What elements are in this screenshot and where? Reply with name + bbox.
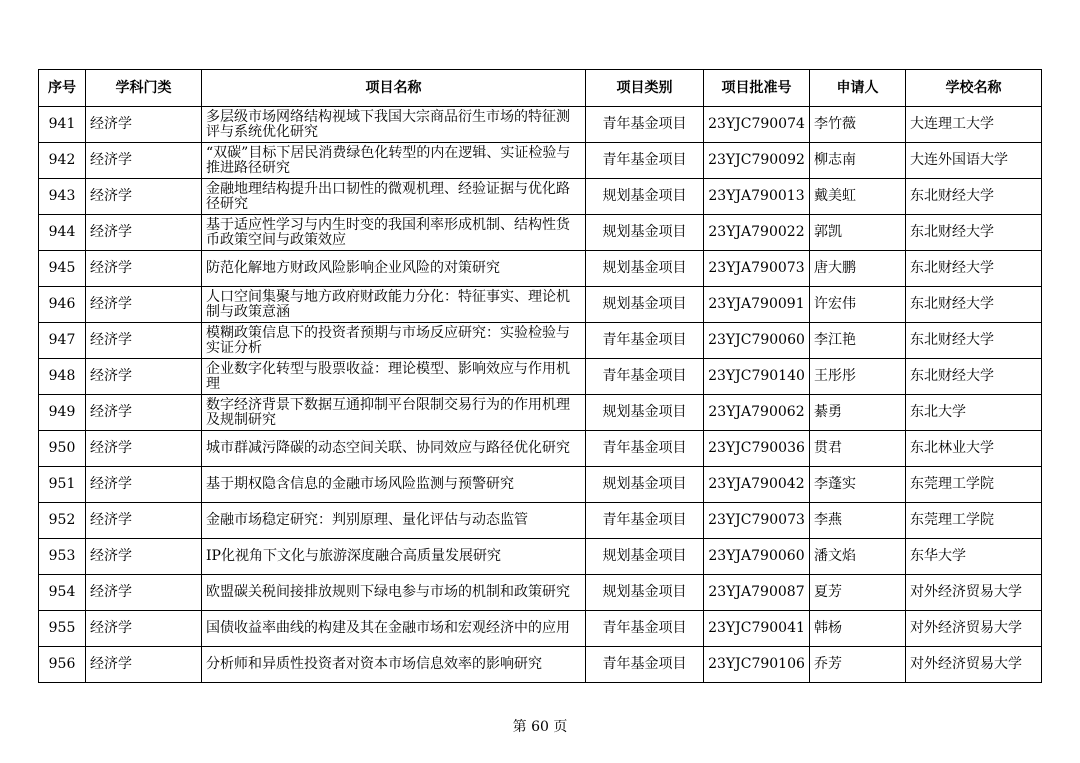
table-row: [39, 359, 1042, 395]
cell-serial: 947: [39, 323, 86, 359]
cell-applicant: 李江艳: [810, 323, 906, 359]
header-approval-number: 项目批准号: [704, 70, 810, 107]
cell-school: 东北财经大学: [906, 251, 1042, 287]
cell-project-type: 规划基金项目: [586, 215, 704, 251]
cell-applicant: 潘文焰: [810, 539, 906, 575]
cell-subject: 经济学: [86, 143, 202, 179]
cell-subject: 经济学: [86, 431, 202, 467]
table-row: [39, 215, 1042, 251]
cell-approval-number: 23YJA790042: [704, 467, 810, 503]
table-row: [39, 107, 1042, 143]
cell-school: 大连外国语大学: [906, 143, 1042, 179]
cell-serial: 953: [39, 539, 86, 575]
cell-school: 东北财经大学: [906, 323, 1042, 359]
cell-project-type: 规划基金项目: [586, 179, 704, 215]
cell-approval-number: 23YJC790060: [704, 323, 810, 359]
cell-project-type: 规划基金项目: [586, 575, 704, 611]
cell-project-type: 青年基金项目: [586, 503, 704, 539]
table-row: [39, 575, 1042, 611]
header-subject: 学科门类: [86, 70, 202, 107]
table-row: [39, 431, 1042, 467]
cell-applicant: 李竹薇: [810, 107, 906, 143]
cell-approval-number: 23YJC790106: [704, 647, 810, 683]
cell-applicant: 乔芳: [810, 647, 906, 683]
cell-approval-number: 23YJA790013: [704, 179, 810, 215]
cell-serial: 945: [39, 251, 86, 287]
cell-project-type: 青年基金项目: [586, 107, 704, 143]
cell-project-name: 基于期权隐含信息的金融市场风险监测与预警研究: [202, 467, 586, 503]
cell-subject: 经济学: [86, 251, 202, 287]
table-row: [39, 647, 1042, 683]
cell-school: 东莞理工学院: [906, 467, 1042, 503]
cell-school: 东北财经大学: [906, 359, 1042, 395]
cell-applicant: 郭凯: [810, 215, 906, 251]
cell-serial: 943: [39, 179, 86, 215]
cell-subject: 经济学: [86, 215, 202, 251]
header-project-type: 项目类别: [586, 70, 704, 107]
cell-serial: 954: [39, 575, 86, 611]
cell-serial: 944: [39, 215, 86, 251]
cell-serial: 949: [39, 395, 86, 431]
cell-approval-number: 23YJC790092: [704, 143, 810, 179]
cell-school: 东北财经大学: [906, 179, 1042, 215]
cell-serial: 951: [39, 467, 86, 503]
cell-project-name: 人口空间集聚与地方政府财政能力分化：特征事实、理论机制与政策意涵: [202, 287, 586, 323]
cell-applicant: 韩杨: [810, 611, 906, 647]
header-applicant: 申请人: [810, 70, 906, 107]
cell-applicant: 王彤彤: [810, 359, 906, 395]
table-row: [39, 539, 1042, 575]
cell-approval-number: 23YJA790060: [704, 539, 810, 575]
cell-serial: 956: [39, 647, 86, 683]
cell-school: 东北林业大学: [906, 431, 1042, 467]
cell-project-name: 国债收益率曲线的构建及其在金融市场和宏观经济中的应用: [202, 611, 586, 647]
cell-subject: 经济学: [86, 647, 202, 683]
cell-approval-number: 23YJA790062: [704, 395, 810, 431]
cell-approval-number: 23YJC790074: [704, 107, 810, 143]
cell-serial: 941: [39, 107, 86, 143]
cell-project-type: 青年基金项目: [586, 359, 704, 395]
cell-project-type: 规划基金项目: [586, 539, 704, 575]
cell-school: 东华大学: [906, 539, 1042, 575]
cell-project-name: 城市群减污降碳的动态空间关联、协同效应与路径优化研究: [202, 431, 586, 467]
table-row: [39, 143, 1042, 179]
cell-subject: 经济学: [86, 467, 202, 503]
cell-project-name: 防范化解地方财政风险影响企业风险的对策研究: [202, 251, 586, 287]
header-school: 学校名称: [906, 70, 1042, 107]
cell-subject: 经济学: [86, 575, 202, 611]
cell-subject: 经济学: [86, 539, 202, 575]
cell-project-type: 规划基金项目: [586, 251, 704, 287]
table-row: [39, 323, 1042, 359]
cell-school: 东莞理工学院: [906, 503, 1042, 539]
table-row: [39, 251, 1042, 287]
cell-serial: 955: [39, 611, 86, 647]
cell-subject: 经济学: [86, 323, 202, 359]
header-serial: 序号: [39, 70, 86, 107]
cell-school: 大连理工大学: [906, 107, 1042, 143]
cell-project-name: “双碳”目标下居民消费绿色化转型的内在逻辑、实证检验与推进路径研究: [202, 143, 586, 179]
cell-applicant: 李蓬实: [810, 467, 906, 503]
cell-applicant: 戴美虹: [810, 179, 906, 215]
table-body: [39, 107, 1042, 683]
cell-project-type: 规划基金项目: [586, 287, 704, 323]
cell-project-name: 分析师和异质性投资者对资本市场信息效率的影响研究: [202, 647, 586, 683]
cell-applicant: 贯君: [810, 431, 906, 467]
cell-serial: 952: [39, 503, 86, 539]
cell-project-name: 金融市场稳定研究：判别原理、量化评估与动态监管: [202, 503, 586, 539]
cell-approval-number: 23YJA790022: [704, 215, 810, 251]
cell-project-type: 青年基金项目: [586, 431, 704, 467]
cell-project-name: 企业数字化转型与股票收益：理论模型、影响效应与作用机理: [202, 359, 586, 395]
cell-applicant: 李燕: [810, 503, 906, 539]
table-row: [39, 287, 1042, 323]
cell-approval-number: 23YJC790140: [704, 359, 810, 395]
cell-school: 对外经济贸易大学: [906, 611, 1042, 647]
cell-serial: 950: [39, 431, 86, 467]
table-header-row: [39, 70, 1042, 107]
table-row: [39, 611, 1042, 647]
table-row: [39, 179, 1042, 215]
cell-project-name: 金融地理结构提升出口韧性的微观机理、经验证据与优化路径研究: [202, 179, 586, 215]
cell-approval-number: 23YJA790073: [704, 251, 810, 287]
table-row: [39, 503, 1042, 539]
cell-applicant: 许宏伟: [810, 287, 906, 323]
cell-school: 东北财经大学: [906, 215, 1042, 251]
cell-school: 对外经济贸易大学: [906, 647, 1042, 683]
cell-applicant: 柳志南: [810, 143, 906, 179]
cell-school: 东北大学: [906, 395, 1042, 431]
cell-project-type: 青年基金项目: [586, 647, 704, 683]
cell-approval-number: 23YJA790087: [704, 575, 810, 611]
cell-serial: 948: [39, 359, 86, 395]
cell-subject: 经济学: [86, 395, 202, 431]
cell-project-type: 青年基金项目: [586, 143, 704, 179]
cell-project-name: IP化视角下文化与旅游深度融合高质量发展研究: [202, 539, 586, 575]
cell-project-type: 规划基金项目: [586, 395, 704, 431]
cell-project-name: 基于适应性学习与内生时变的我国利率形成机制、结构性货币政策空间与政策效应: [202, 215, 586, 251]
cell-subject: 经济学: [86, 107, 202, 143]
cell-subject: 经济学: [86, 287, 202, 323]
cell-subject: 经济学: [86, 179, 202, 215]
cell-serial: 942: [39, 143, 86, 179]
cell-approval-number: 23YJC790073: [704, 503, 810, 539]
cell-project-name: 多层级市场网络结构视域下我国大宗商品衍生市场的特征测评与系统优化研究: [202, 107, 586, 143]
header-project-name: 项目名称: [202, 70, 586, 107]
cell-project-type: 规划基金项目: [586, 467, 704, 503]
cell-approval-number: 23YJC790041: [704, 611, 810, 647]
table-row: [39, 395, 1042, 431]
page-number: 第 60 页: [512, 719, 568, 735]
cell-project-name: 欧盟碳关税间接排放规则下绿电参与市场的机制和政策研究: [202, 575, 586, 611]
cell-subject: 经济学: [86, 611, 202, 647]
cell-applicant: 唐大鹏: [810, 251, 906, 287]
cell-project-name: 数字经济背景下数据互通抑制平台限制交易行为的作用机理及规制研究: [202, 395, 586, 431]
table-row: [39, 467, 1042, 503]
cell-serial: 946: [39, 287, 86, 323]
cell-school: 东北财经大学: [906, 287, 1042, 323]
cell-project-type: 青年基金项目: [586, 611, 704, 647]
cell-applicant: 綦勇: [810, 395, 906, 431]
cell-project-name: 模糊政策信息下的投资者预期与市场反应研究：实验检验与实证分析: [202, 323, 586, 359]
cell-approval-number: 23YJC790036: [704, 431, 810, 467]
project-table: [38, 69, 1042, 683]
cell-subject: 经济学: [86, 503, 202, 539]
cell-applicant: 夏芳: [810, 575, 906, 611]
cell-approval-number: 23YJA790091: [704, 287, 810, 323]
cell-project-type: 青年基金项目: [586, 323, 704, 359]
cell-subject: 经济学: [86, 359, 202, 395]
cell-school: 对外经济贸易大学: [906, 575, 1042, 611]
